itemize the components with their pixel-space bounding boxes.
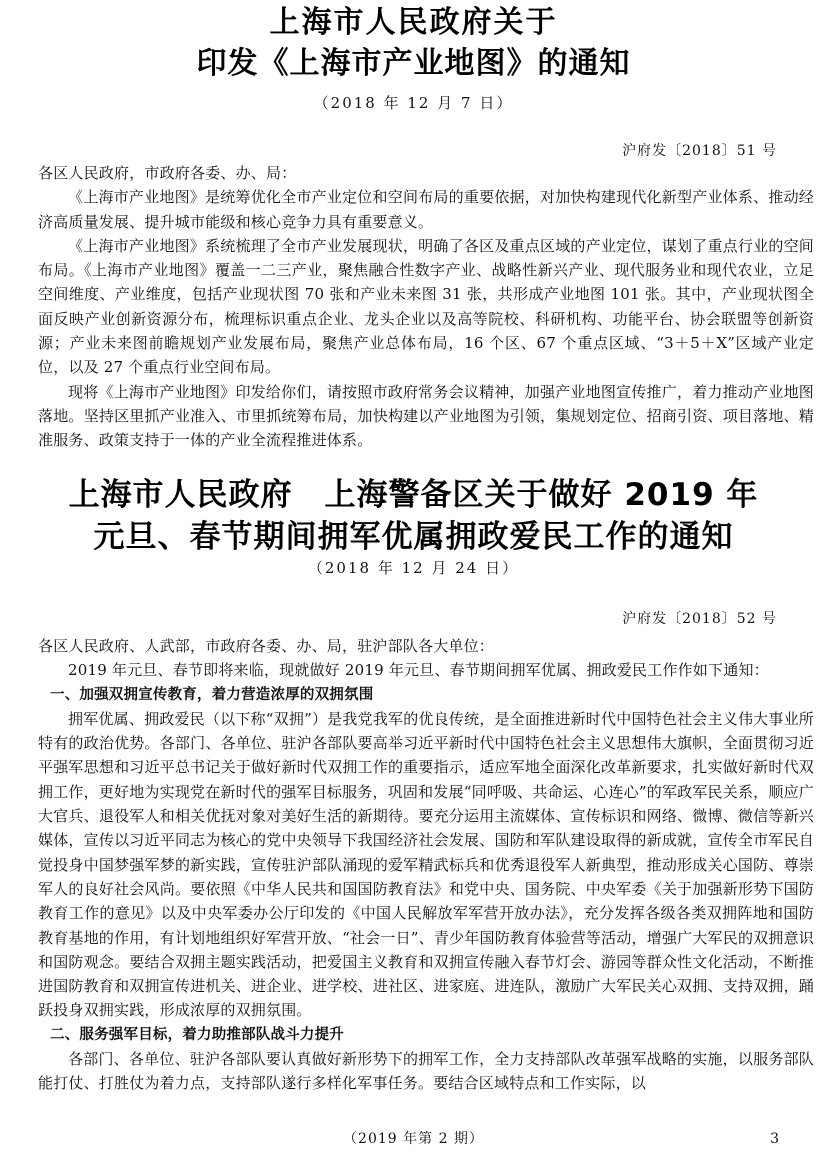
notice1-title-line1: 上海市人民政府关于 [269,5,558,40]
page-number: 3 [770,1131,779,1147]
section2-heading: 二、服务强军目标，着力助推部队战斗力提升 [50,1026,344,1043]
notice1-body [38,161,814,453]
notice2-date: （2018 年 12 月 24 日） [307,559,520,577]
notice2-title-line1: 上海市人民政府 上海警备区关于做好 2019 年 [68,477,759,513]
notice1-paragraph: 《上海市产业地图》系统梳理了全市产业发展现状，明确了各区及重点区域的产业定位，谋划了重点行业的空间布局。《上海市产业地图》覆盖一二三产业，聚焦融合性数字产业、战略性新兴产业、现代服务业和现代农业，立足空间维度、产业维度，包括产业现状图 70 张和产业未来图 31 张，共形成产业地图 101 张。其中，产业现状图全面反映产业创新资源分布，梳理标识重点企业、龙头企业以及高等院校、科研机构、功能平台、协会联盟等创新资源；产业未来图前瞻规划产业发展布局，聚焦产业总体布局，16 个区、67 个重点区域、“3＋5＋X”区域产业定位，以及 27 个重点行业空间布局。 [38,236,814,377]
footer-issue: （2019 年第 2 期） [343,1131,484,1147]
notice2-doc-number: 沪府发〔2018〕52 号 [622,611,777,627]
section2-text: 各部门、各单位、驻沪各部队要认真做好新形势下的拥军工作，全力支持部队改革强军战略的实施，以服务部队能打仗、打胜仗为着力点，支持部队遂行多样化军事任务。要结合区域特点和工作实际，以 [38,1050,814,1093]
section1-heading: 一、加强双拥宣传教育，着力营造浓厚的双拥氛围 [50,686,374,703]
notice2-salutation: 各区人民政府、人武部，市政府各委、办、局，驻沪部队各大单位： [38,637,495,655]
notice1-title-line2: 印发《上海市产业地图》的通知 [196,46,631,81]
notice2-title-line2: 元旦、春节期间拥军优属拥政爱民工作的通知 [93,519,734,555]
notice1-paragraph: 《上海市产业地图》是统筹优化全市产业定位和空间布局的重要依据，对加快构建现代化新型产业体系、推动经济高质量发展、提升城市能级和核心竞争力具有重要意义。 [38,188,814,231]
notice1-salutation: 各区人民政府，市政府各委、办、局： [38,164,297,182]
notice1-date: （2018 年 12 月 7 日） [313,94,514,112]
notice1-doc-number: 沪府发〔2018〕51 号 [622,143,777,159]
notice2-body [38,634,814,1096]
notice1-paragraph: 现将《上海市产业地图》印发给你们，请按照市政府常务会议精神，加强产业地图宣传推广，着力推动产业地图落地。坚持区里抓产业准入、市里抓统筹布局，加快构建以产业地图为引领，集规划定位、招商引资、项目落地、精准服务、政策支持于一体的产业全流程推进体系。 [38,382,814,450]
notice2-intro: 2019 年元旦、春节即将来临，现就做好 2019 年元旦、春节期间拥军优属、拥政爱民工作作如下通知： [68,661,769,680]
section1-text: 拥军优属、拥政爱民（以下称“双拥”）是我党我军的优良传统，是全面推进新时代中国特色社会主义伟大事业所特有的政治优势。各部门、各单位、驻沪各部队要高举习近平新时代中国特色社会主义思想伟大旗帜，全面贯彻习近平强军思想和习近平总书记关于做好新时代双拥工作的重要指示，适应军地全面深化改革新要求，扎实做好新时代双拥工作，更好地为实现党在新时代的强军目标服务，巩固和发展“同呼吸、共命运、心连心”的军政军民关系，顺应广大官兵、退役军人和相关优抚对象对美好生活的新期待。要充分运用主流媒体、宣传标识和网络、微博、微信等新兴媒体，宣传以习近平同志为核心的党中央领导下我国经济社会发展、国防和军队建设取得的新成就，宣传全市军民自觉投身中国梦强军梦的新实践，宣传驻沪部队涌现的爱军精武标兵和优秀退役军人新典型，推动形成关心国防、尊崇军人的良好社会风尚。要依照《中华人民共和国国防教育法》和党中央、国务院、中央军委《关于加强新形势下国防教育工作的意见》以及中央军委办公厅印发的《中国人民解放军军营开放办法》，充分发挥各级各类双拥阵地和国防教育基地的作用，有计划地组织好军营开放、“社会一日”、青少年国防教育体验营等活动，增强广大军民的双拥意识和国防观念。要结合双拥主题实践活动，把爱国主义教育和双拥宣传融入春节灯会、游园等群众性文化活动，不断推进国防教育和双拥宣传进机关、进企业、进学校、进社区、进家庭、进连队，激励广大军民关心双拥、支持双拥，踊跃投身双拥实践，形成浓厚的双拥氛围。 [38,709,814,1020]
